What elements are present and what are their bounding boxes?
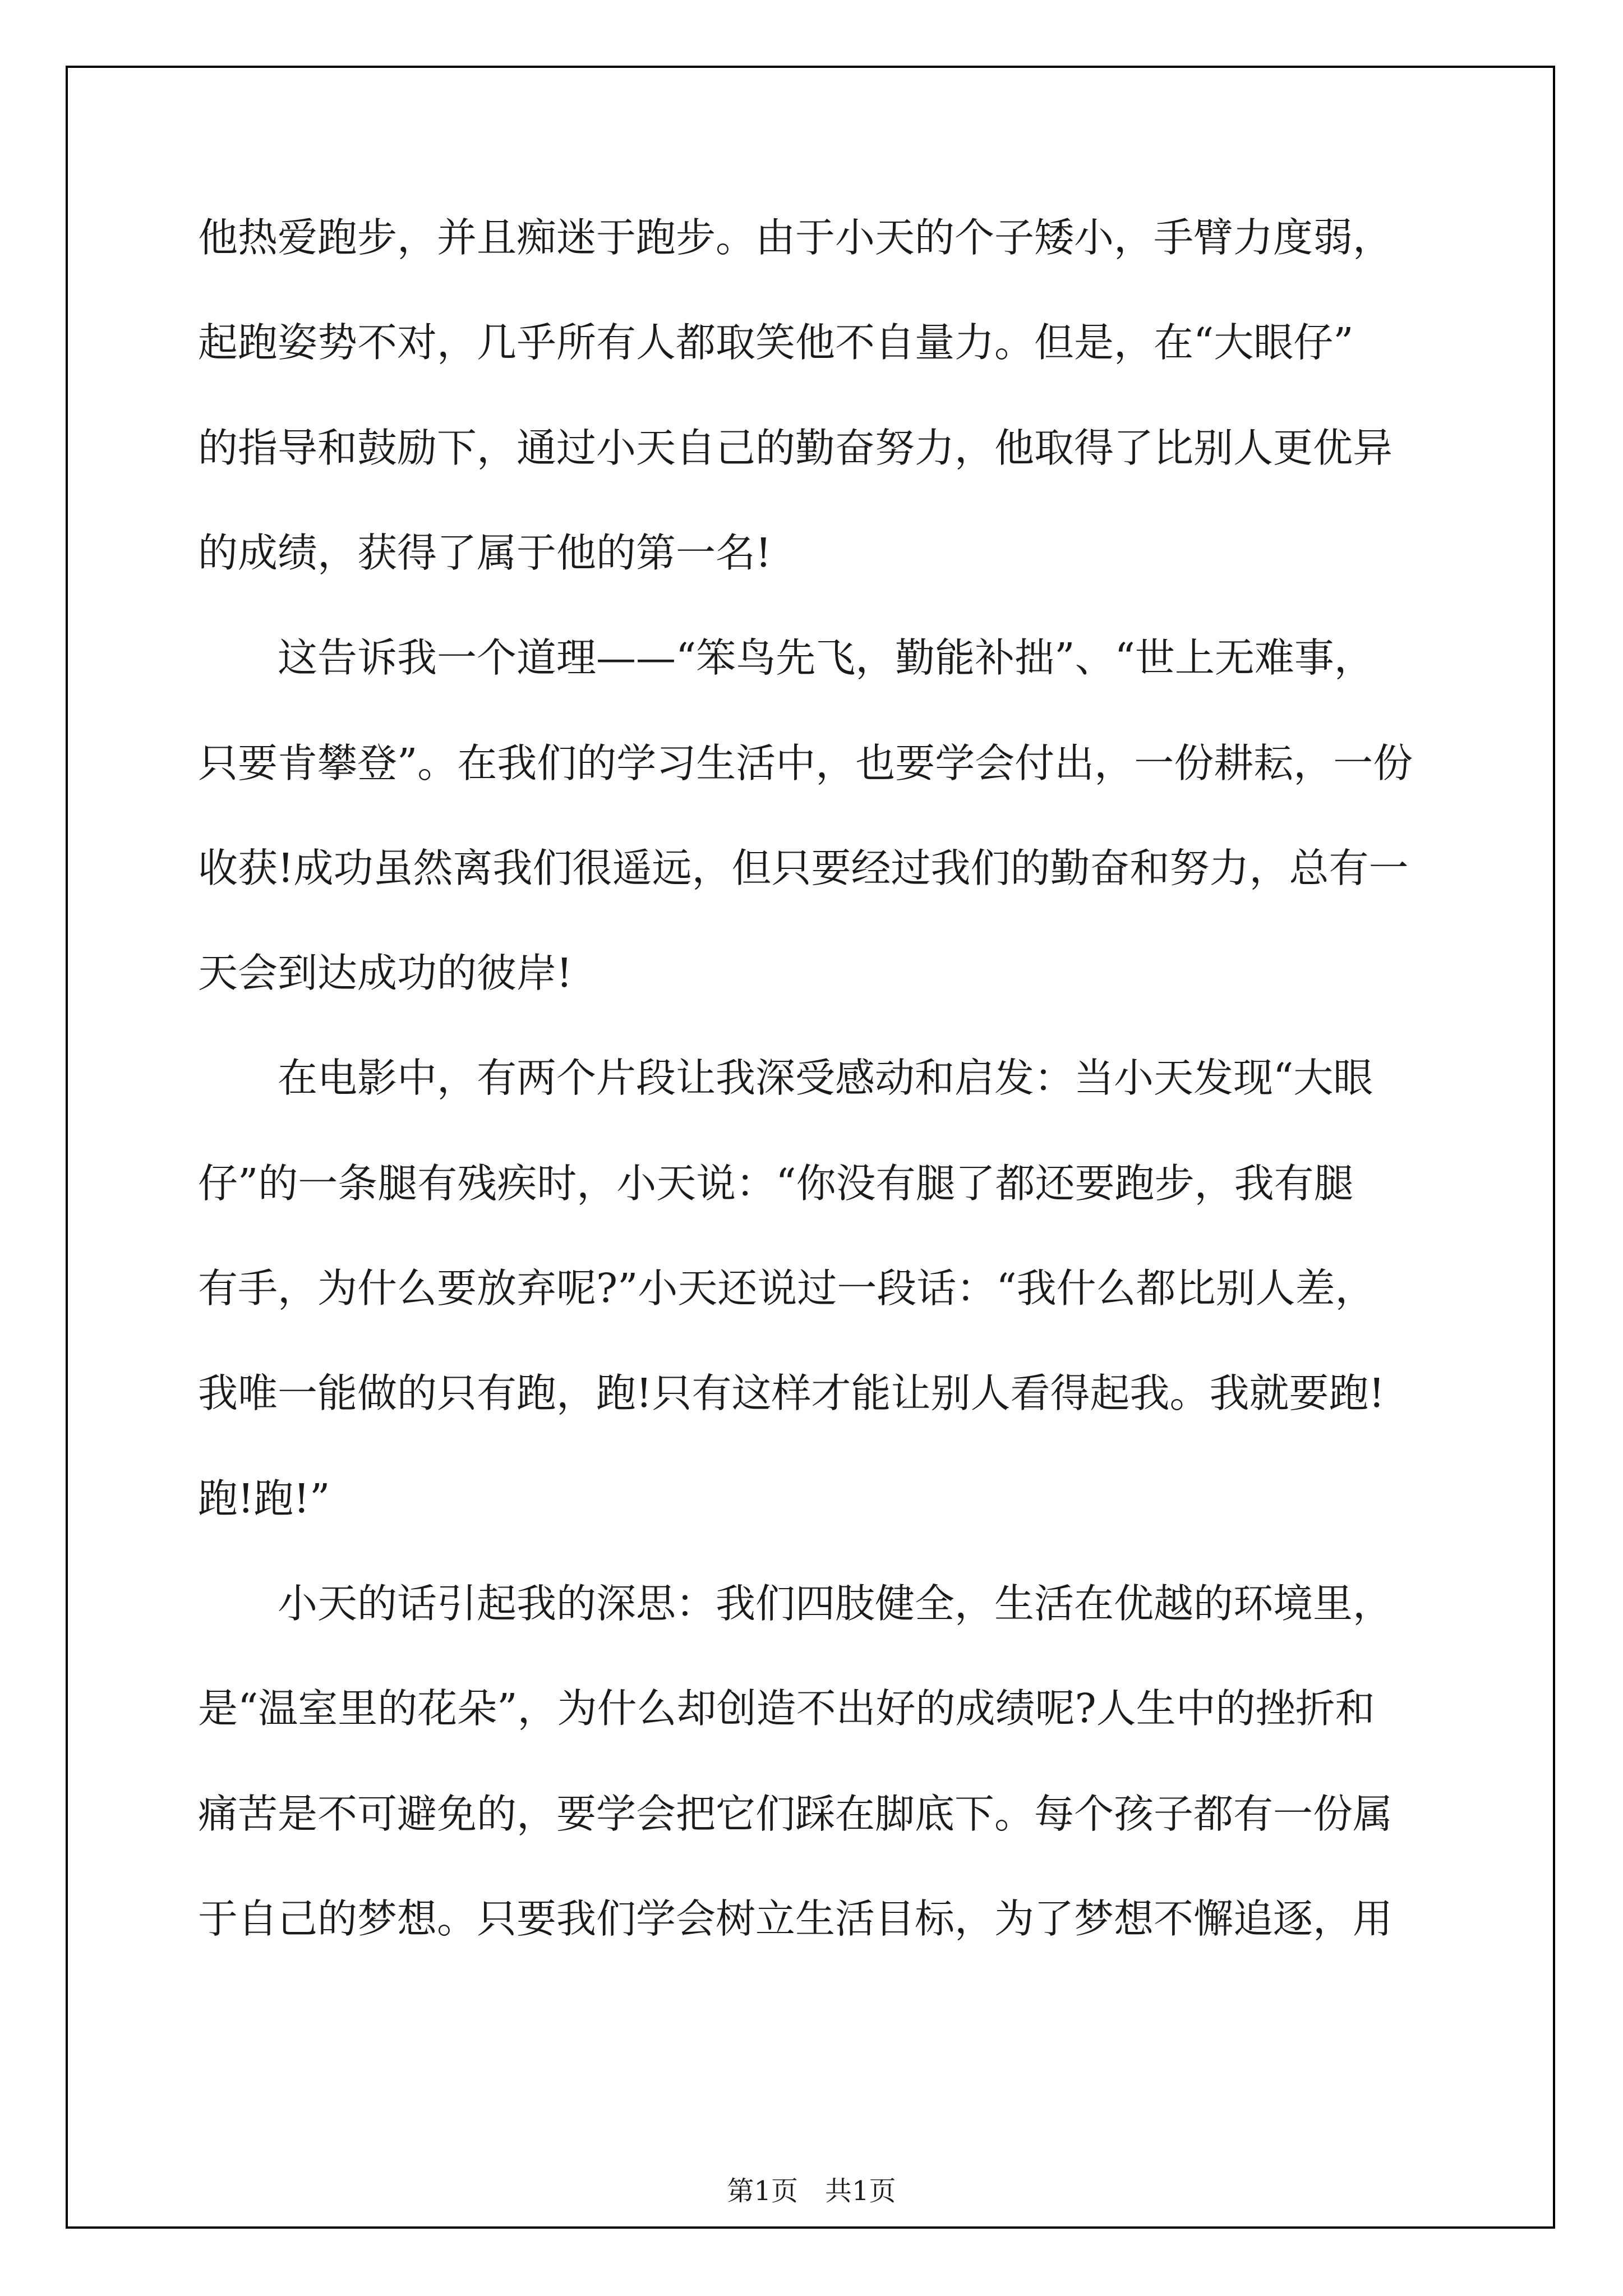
- text-line: 有手，为什么要放弃呢?”小天还说过一段话：“我什么都比别人差，: [198, 1265, 1375, 1312]
- text-line: 小天的话引起我的深思：我们四肢健全，生活在优越的环境里，: [278, 1580, 1393, 1627]
- text-line: 痛苦是不可避免的，要学会把它们踩在脚底下。每个孩子都有一份属: [198, 1790, 1393, 1837]
- text-line: 于自己的梦想。只要我们学会树立生活目标，为了梦想不懈追逐，用: [198, 1895, 1393, 1942]
- text-line: 仔”的一条腿有残疾时，小天说：“你没有腿了都还要跑步，我有腿: [198, 1159, 1354, 1207]
- page-number-footer: 第1页 共1页: [727, 2175, 896, 2207]
- text-line: 这告诉我一个道理——“笨鸟先飞，勤能补拙”、“世上无难事，: [278, 634, 1374, 682]
- text-line: 收获!成功虽然离我们很遥远，但只要经过我们的勤奋和努力，总有一: [198, 844, 1409, 891]
- text-line: 在电影中，有两个片段让我深受感动和启发：当小天发现“大眼: [278, 1055, 1373, 1102]
- text-line: 跑!跑!”: [198, 1475, 330, 1522]
- text-line: 的指导和鼓励下，通过小天自己的勤奋努力，他取得了比别人更优异: [198, 424, 1393, 471]
- text-line: 我唯一能做的只有跑，跑!只有这样才能让别人看得起我。我就要跑!: [198, 1370, 1385, 1417]
- text-line: 他热爱跑步，并且痴迷于跑步。由于小天的个子矮小，手臂力度弱，: [198, 214, 1393, 261]
- text-line: 天会到达成功的彼岸!: [198, 950, 573, 997]
- text-line: 只要肯攀登”。在我们的学习生活中，也要学会付出，一份耕耘，一份: [198, 739, 1413, 786]
- text-line: 起跑姿势不对，几乎所有人都取笑他不自量力。但是，在“大眼仔”: [198, 319, 1354, 366]
- text-line: 是“温室里的花朵”，为什么却创造不出好的成绩呢?人生中的挫折和: [198, 1685, 1375, 1732]
- text-line: 的成绩，获得了属于他的第一名!: [198, 529, 772, 576]
